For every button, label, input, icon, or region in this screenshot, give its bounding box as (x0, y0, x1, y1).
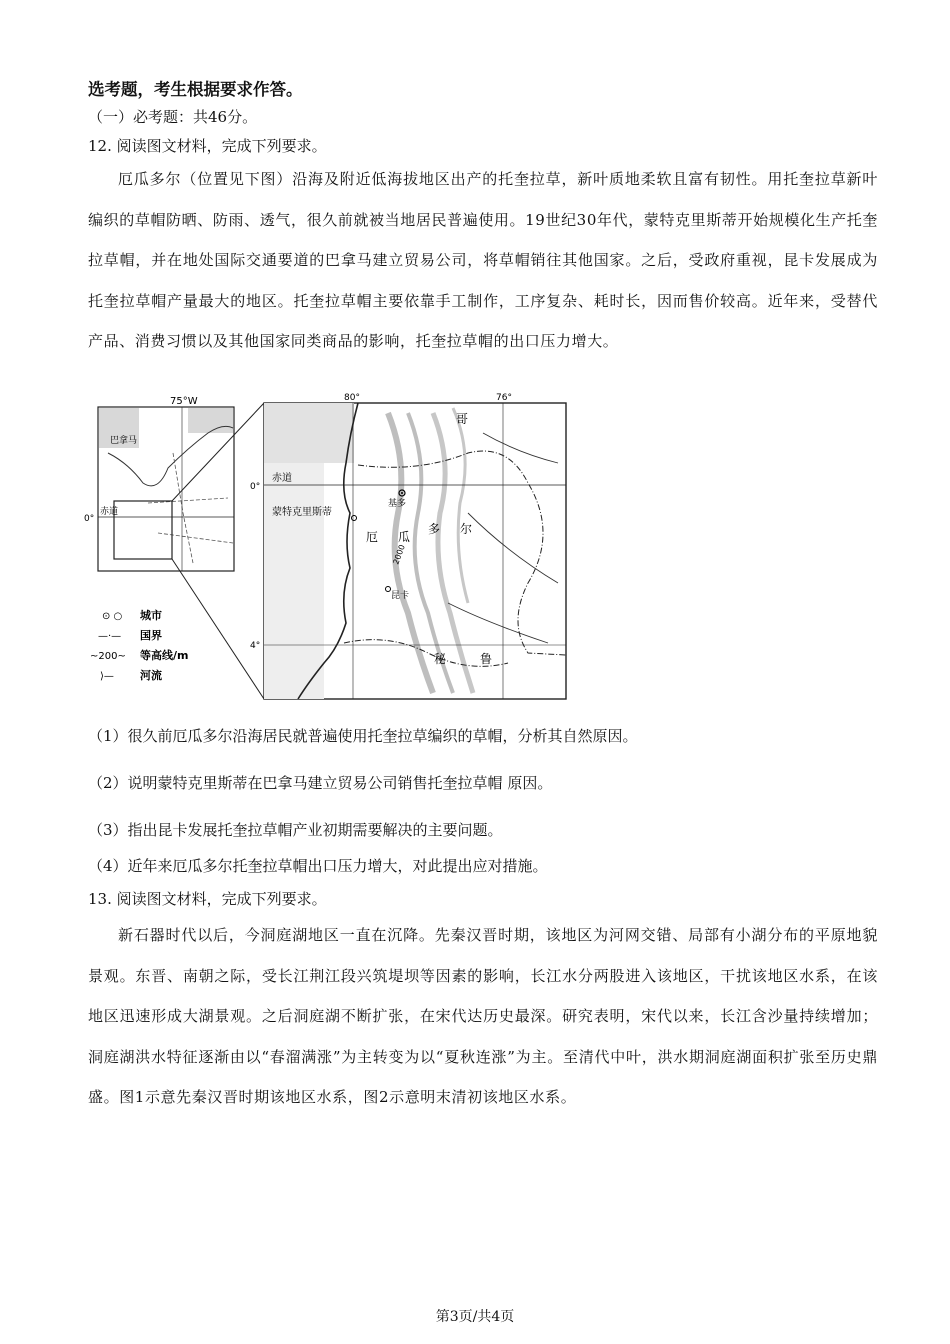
q12-question-3: （3）指出昆卡发展托奎拉草帽产业初期需要解决的主要问题。 (88, 821, 503, 839)
q13-paragraph: 新石器时代以后，今洞庭湖地区一直在沉降。先秦汉晋时期，该地区为河网交错、局部有小湖分布的平原地貌景观。东晋、南朝之际，受长江荆江段兴筑堤坝等因素的影响，长江水分两股进入该地区，干扰该地区水系，在该地区迅速形成大湖景观。之后洞庭湖不断扩张，在宋代达历史最深。研究表明，宋代以来，长江含沙量持续增加；洞庭湖洪水特征逐渐由以“春溜满涨”为主转变为以“夏秋连涨”为主。至清代中叶，洪水期洞庭湖面积扩张至历史鼎盛。图1示意先秦汉晋时期该地区水系，图2示意明末清初该地区水系。 (88, 926, 878, 1106)
q12-question-1: （1）很久前厄瓜多尔沿海居民就普遍使用托奎拉草编织的草帽，分析其自然原因。 (88, 727, 638, 745)
page-footer: 第3页/共4页 (435, 1309, 515, 1325)
country-peru-char: 鲁 (480, 652, 493, 666)
country-ecuador-char: 尔 (460, 522, 473, 536)
lat-4-label: 4° (250, 641, 261, 651)
inset-country-label: 巴拿马 (110, 436, 138, 446)
subsection-label: （一）必考题：共46分。 (88, 108, 258, 126)
lon-80-label: 80° (344, 393, 360, 403)
legend-symbol-border: —·— (98, 631, 122, 642)
contour-label: 2000 (391, 543, 407, 566)
legend-symbol-river: ⟩— (100, 671, 114, 682)
section-heading: 选考题，考生根据要求作答。 (88, 80, 303, 99)
legend-label-river: 河流 (140, 669, 162, 682)
city-quito-label: 基多 (388, 499, 407, 509)
city-cuenca-label: 昆卡 (391, 591, 410, 601)
equator-label: 赤道 (272, 473, 292, 484)
ecuador-map (84, 393, 578, 703)
city-monte-label: 蒙特克里斯蒂 (272, 507, 332, 518)
legend-label-border: 国界 (140, 629, 162, 642)
inset-equator-label: 赤道 (100, 507, 119, 517)
q12-question-4: （4）近年来厄瓜多尔托奎拉草帽出口压力增大，对此提出应对措施。 (88, 857, 548, 875)
city-quito-dot (401, 492, 403, 494)
country-ecuador-char: 厄 (366, 530, 379, 544)
legend-symbol-city: ⊙ ○ (102, 611, 123, 622)
country-ecuador-char: 多 (428, 522, 441, 536)
inset-shade (188, 408, 233, 433)
inset-zero-label: 0° (84, 514, 95, 524)
legend-label-contour: 等高线/m (140, 649, 189, 662)
ocean-shade (264, 463, 324, 699)
lat-0-label: 0° (250, 482, 261, 492)
inset-lon-label: 75°W (170, 396, 198, 407)
ocean-shade (264, 403, 354, 463)
country-ecuador-char: 瓜 (398, 530, 411, 544)
legend-symbol-contour: ~200~ (90, 651, 126, 662)
country-colombia-char: 哥 (456, 412, 469, 426)
q12-paragraph: 厄瓜多尔（位置见下图）沿海及附近低海拔地区出产的托奎拉草，新叶质地柔软且富有韧性。用托奎拉草新叶编织的草帽防晒、防雨、透气，很久前就被当地居民普遍使用。19世纪30年代，蒙特克里斯蒂开始规模化生产托奎拉草帽，并在地处国际交通要道的巴拿马建立贸易公司，将草帽销往其他国家。之后，受政府重视，昆卡发展成为托奎拉草帽产量最大的地区。托奎拉草帽主要依靠手工制作，工序复杂、耗时长，因而售价较高。近年来，受替代产品、消费习惯以及其他国家同类商品的影响，托奎拉草帽的出口压力增大。 (88, 170, 878, 350)
legend-label-city: 城市 (140, 609, 162, 622)
q12-question-2: （2）说明蒙特克里斯蒂在巴拿马建立贸易公司销售托奎拉草帽 原因。 (88, 774, 553, 792)
ecuador-map-figure (84, 393, 578, 703)
map-legend (90, 608, 188, 682)
q12-title: 12. 阅读图文材料，完成下列要求。 (88, 137, 327, 155)
q13-title: 13. 阅读图文材料，完成下列要求。 (88, 890, 327, 908)
lon-76-label: 76° (496, 393, 512, 403)
connector-line (172, 559, 264, 699)
country-peru-char: 秘 (434, 652, 447, 666)
